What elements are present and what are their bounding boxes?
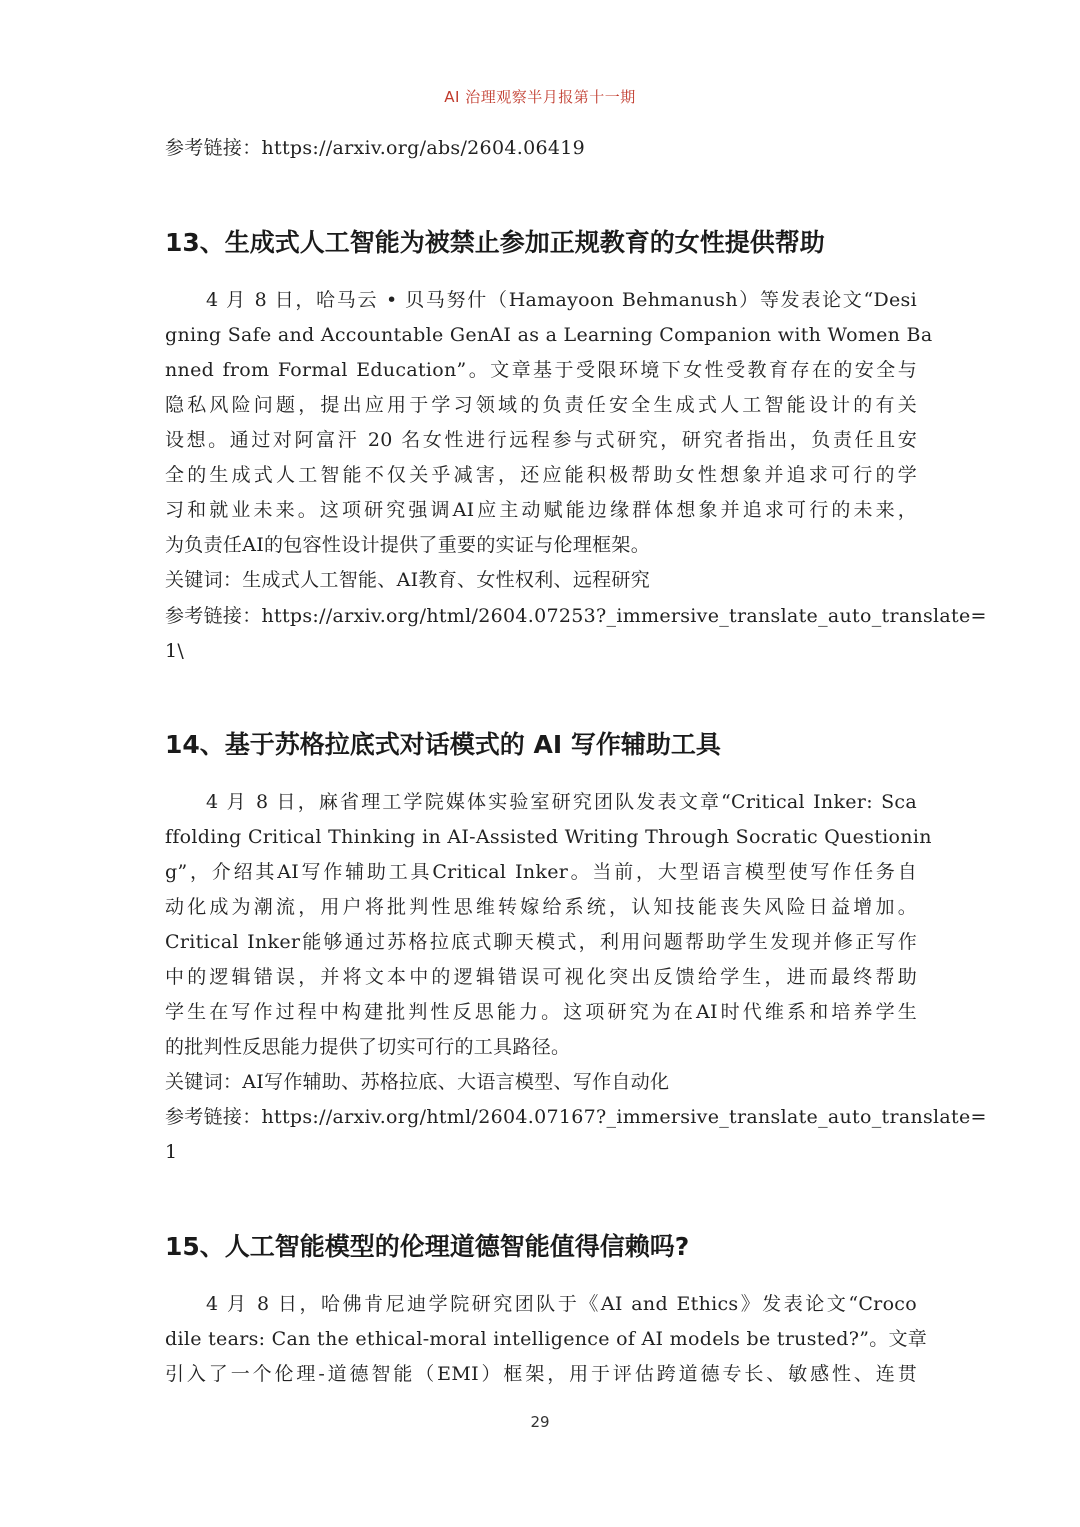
body-line: g”，介绍其AI写作辅助工具Critical Inker。当前，大型语言模型使写作任务自 xyxy=(165,861,917,883)
body-line: dile tears: Can the ethical-moral intelligence of AI models be trusted?”。文章 xyxy=(165,1328,928,1350)
reference-link: 参考链接：https://arxiv.org/abs/2604.06419 xyxy=(165,137,586,159)
reference-link: 参考链接：https://arxiv.org/html/2604.07167?_immersive_translate_auto_translate= xyxy=(165,1106,987,1128)
section-heading: 13、生成式人工智能为被禁止参加正规教育的女性提供帮助 xyxy=(165,228,825,257)
running-header: AI 治理观察半月报第十一期 xyxy=(444,88,636,106)
keywords: 关键词：AI写作辅助、苏格拉底、大语言模型、写作自动化 xyxy=(165,1071,670,1093)
body-line: 4 月 8 日，哈佛肯尼迪学院研究团队于《AI and Ethics》发表论文“Croco xyxy=(206,1293,917,1315)
body-line: Critical Inker能够通过苏格拉底式聊天模式，利用问题帮助学生发现并修正写作 xyxy=(165,931,917,953)
body-line: 学生在写作过程中构建批判性反思能力。这项研究为在AI时代维系和培养学生 xyxy=(165,1001,917,1023)
reference-link: 参考链接：https://arxiv.org/html/2604.07253?_immersive_translate_auto_translate= xyxy=(165,605,987,627)
reference-link-continued: 1 xyxy=(165,1141,178,1163)
section-heading: 15、人工智能模型的伦理道德智能值得信赖吗? xyxy=(165,1232,690,1261)
body-line: nned from Formal Education”。文章基于受限环境下女性受教育存在的安全与 xyxy=(165,359,917,381)
keywords: 关键词：生成式人工智能、AI教育、女性权利、远程研究 xyxy=(165,569,651,591)
body-line: 动化成为潮流，用户将批判性思维转嫁给系统，认知技能丧失风险日益增加。 xyxy=(165,896,917,918)
body-line: 的批判性反思能力提供了切实可行的工具路径。 xyxy=(165,1036,571,1058)
body-line: 全的生成式人工智能不仅关乎减害，还应能积极帮助女性想象并追求可行的学 xyxy=(165,464,917,486)
body-line: 中的逻辑错误，并将文本中的逻辑错误可视化突出反馈给学生，进而最终帮助 xyxy=(165,966,917,988)
body-line: gning Safe and Accountable GenAI as a Learning Companion with Women Ba xyxy=(165,324,933,346)
body-line: ffolding Critical Thinking in AI-Assisted Writing Through Socratic Questionin xyxy=(165,826,932,848)
body-line: 习和就业未来。这项研究强调AI应主动赋能边缘群体想象并追求可行的未来， xyxy=(165,499,917,521)
body-line: 引入了一个伦理-道德智能（EMI）框架，用于评估跨道德专长、敏感性、连贯 xyxy=(165,1363,917,1385)
page-number: 29 xyxy=(530,1413,550,1431)
body-line: 4 月 8 日，麻省理工学院媒体实验室研究团队发表文章“Critical Inker: Sca xyxy=(206,791,917,813)
body-line: 隐私风险问题，提出应用于学习领域的负责任安全生成式人工智能设计的有关 xyxy=(165,394,917,416)
body-line: 设想。通过对阿富汗 20 名女性进行远程参与式研究，研究者指出，负责任且安 xyxy=(165,429,917,451)
section-heading: 14、基于苏格拉底式对话模式的 AI 写作辅助工具 xyxy=(165,730,721,759)
body-line: 4 月 8 日，哈马云 • 贝马努什（Hamayoon Behmanush）等发表论文“Desi xyxy=(206,289,917,311)
reference-link-continued: 1\ xyxy=(165,640,185,662)
body-line: 为负责任AI的包容性设计提供了重要的实证与伦理框架。 xyxy=(165,534,651,556)
